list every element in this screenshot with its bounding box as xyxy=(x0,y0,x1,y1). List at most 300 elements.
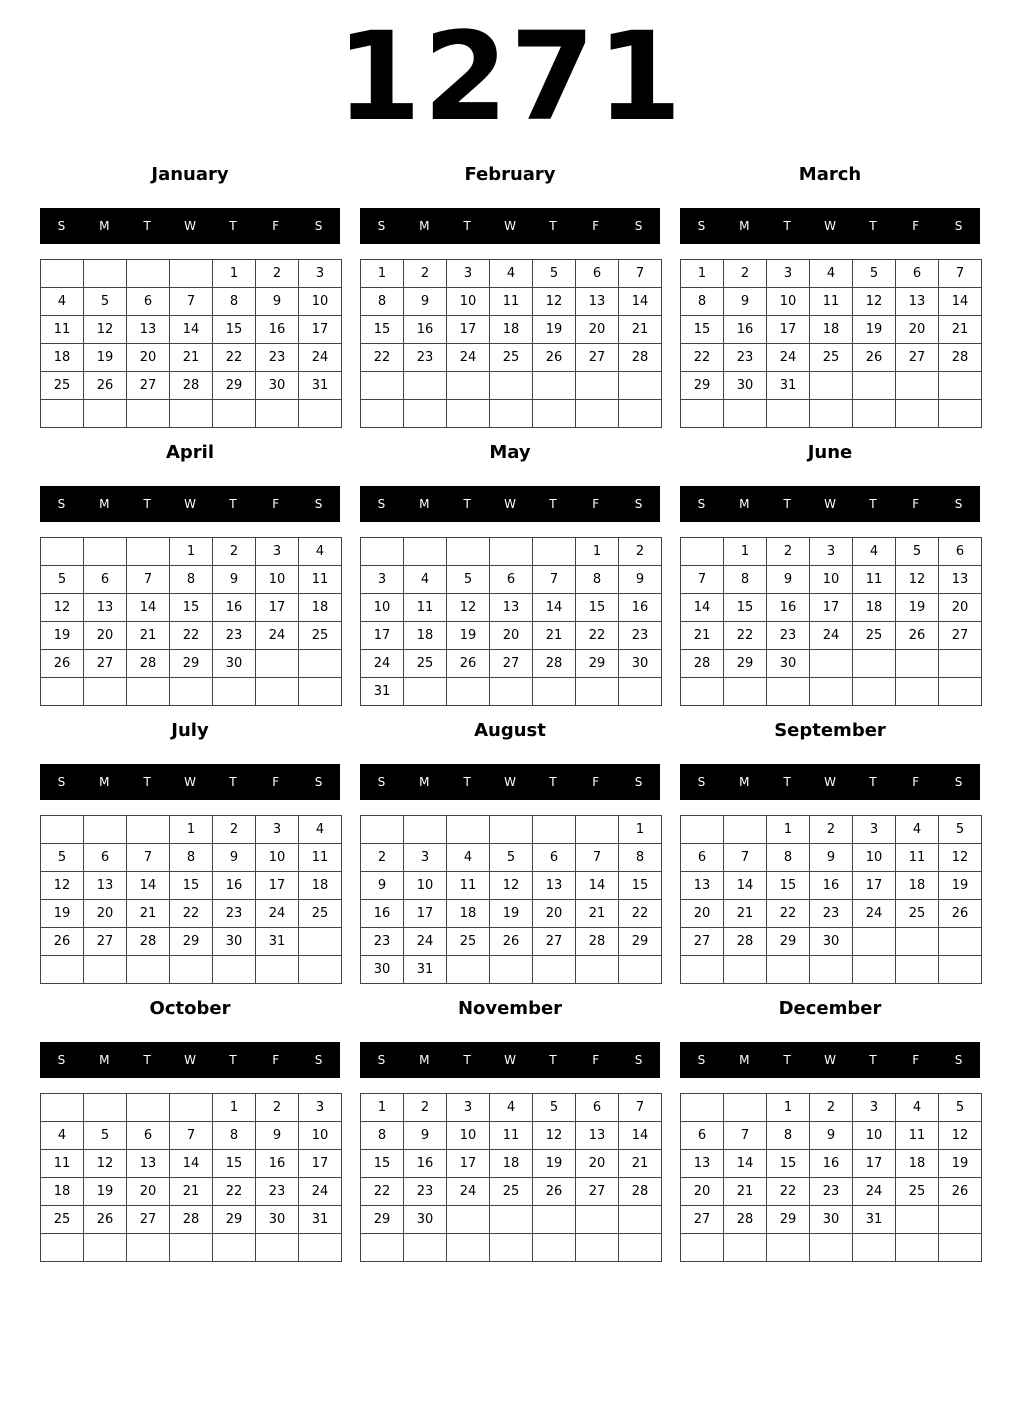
empty-day-cell xyxy=(127,678,170,706)
weekday-label: S xyxy=(697,497,706,511)
day-cell: 2 xyxy=(256,1094,299,1122)
day-cell: 15 xyxy=(213,316,256,344)
day-cell: 4 xyxy=(896,1094,939,1122)
day-cell: 24 xyxy=(810,622,853,650)
day-cell: 22 xyxy=(619,900,662,928)
day-cell: 14 xyxy=(681,594,724,622)
day-cell: 5 xyxy=(533,260,576,288)
weekday-label: M xyxy=(419,497,430,511)
day-cell: 25 xyxy=(299,900,342,928)
day-cell: 30 xyxy=(767,650,810,678)
day-cell: 8 xyxy=(619,844,662,872)
empty-day-cell xyxy=(41,400,84,428)
day-cell: 25 xyxy=(41,1206,84,1234)
empty-day-cell xyxy=(853,400,896,428)
day-grid xyxy=(360,537,662,706)
day-cell: 30 xyxy=(810,928,853,956)
weekday-label: S xyxy=(634,219,643,233)
day-cell: 8 xyxy=(213,288,256,316)
weekday-label: M xyxy=(99,497,110,511)
empty-day-cell xyxy=(896,400,939,428)
day-cell: 13 xyxy=(533,872,576,900)
day-cell: 17 xyxy=(256,872,299,900)
day-cell: 21 xyxy=(724,900,767,928)
weekday-label: T xyxy=(783,219,791,233)
day-cell: 9 xyxy=(767,566,810,594)
week-row xyxy=(41,956,342,984)
weekday-label: T xyxy=(869,1053,877,1067)
weekday-label: T xyxy=(869,775,877,789)
day-grid xyxy=(40,1093,342,1262)
day-cell: 2 xyxy=(404,1094,447,1122)
week-row xyxy=(361,872,662,900)
day-cell: 7 xyxy=(127,566,170,594)
day-cell: 11 xyxy=(41,1150,84,1178)
weekday-label: T xyxy=(783,497,791,511)
day-cell: 29 xyxy=(767,1206,810,1234)
empty-day-cell xyxy=(939,678,982,706)
empty-day-cell xyxy=(299,678,342,706)
day-cell: 13 xyxy=(84,594,127,622)
day-cell: 21 xyxy=(127,900,170,928)
day-cell: 11 xyxy=(490,288,533,316)
day-cell: 12 xyxy=(939,844,982,872)
day-cell: 15 xyxy=(361,1150,404,1178)
day-cell: 10 xyxy=(767,288,810,316)
day-cell: 23 xyxy=(724,344,767,372)
day-cell: 22 xyxy=(213,1178,256,1206)
day-cell: 17 xyxy=(361,622,404,650)
day-cell: 3 xyxy=(767,260,810,288)
week-row xyxy=(41,622,342,650)
weekday-label: T xyxy=(463,775,471,789)
weekday-header xyxy=(40,208,340,244)
empty-day-cell xyxy=(681,1234,724,1262)
weekday-label: T xyxy=(549,219,557,233)
day-cell: 9 xyxy=(404,1122,447,1150)
day-cell: 20 xyxy=(681,900,724,928)
weekday-label: T xyxy=(143,775,151,789)
day-cell: 17 xyxy=(853,872,896,900)
day-cell: 6 xyxy=(84,844,127,872)
day-cell: 26 xyxy=(533,344,576,372)
empty-day-cell xyxy=(361,400,404,428)
day-cell: 1 xyxy=(170,816,213,844)
day-cell: 13 xyxy=(127,1150,170,1178)
week-row xyxy=(361,1178,662,1206)
day-cell: 16 xyxy=(810,872,853,900)
day-cell: 13 xyxy=(490,594,533,622)
day-cell: 9 xyxy=(810,844,853,872)
empty-day-cell xyxy=(490,956,533,984)
weekday-label: F xyxy=(912,1053,920,1067)
empty-day-cell xyxy=(41,1094,84,1122)
day-cell: 10 xyxy=(299,1122,342,1150)
day-cell: 24 xyxy=(767,344,810,372)
empty-day-cell xyxy=(767,678,810,706)
day-cell: 12 xyxy=(939,1122,982,1150)
day-cell: 6 xyxy=(939,538,982,566)
weekday-label: S xyxy=(954,497,963,511)
weekday-label: S xyxy=(377,219,386,233)
day-cell: 9 xyxy=(724,288,767,316)
day-cell: 13 xyxy=(681,1150,724,1178)
day-cell: 11 xyxy=(896,844,939,872)
week-row xyxy=(681,1206,982,1234)
empty-day-cell xyxy=(41,956,84,984)
empty-day-cell xyxy=(404,400,447,428)
empty-day-cell xyxy=(724,816,767,844)
day-cell: 1 xyxy=(361,260,404,288)
week-row xyxy=(681,650,982,678)
weekday-header xyxy=(680,208,980,244)
weekday-label: M xyxy=(739,1053,750,1067)
day-cell: 9 xyxy=(810,1122,853,1150)
day-cell: 10 xyxy=(404,872,447,900)
empty-day-cell xyxy=(299,1234,342,1262)
day-cell: 18 xyxy=(490,316,533,344)
weekday-label: T xyxy=(549,775,557,789)
day-grid xyxy=(40,815,342,984)
week-row xyxy=(681,538,982,566)
week-row xyxy=(681,1122,982,1150)
empty-day-cell xyxy=(84,260,127,288)
empty-day-cell xyxy=(404,538,447,566)
week-row xyxy=(361,928,662,956)
day-cell: 3 xyxy=(810,538,853,566)
empty-day-cell xyxy=(533,956,576,984)
day-cell: 10 xyxy=(299,288,342,316)
day-cell: 27 xyxy=(490,650,533,678)
day-grid xyxy=(680,537,982,706)
empty-day-cell xyxy=(404,372,447,400)
month-name: August xyxy=(474,720,546,741)
week-row xyxy=(361,1206,662,1234)
empty-day-cell xyxy=(896,956,939,984)
day-grid xyxy=(680,1093,982,1262)
weekday-header xyxy=(360,764,660,800)
empty-day-cell xyxy=(767,1234,810,1262)
weekday-label: M xyxy=(99,1053,110,1067)
empty-day-cell xyxy=(361,816,404,844)
day-cell: 20 xyxy=(127,344,170,372)
week-row xyxy=(41,344,342,372)
day-cell: 16 xyxy=(213,872,256,900)
empty-day-cell xyxy=(533,1234,576,1262)
day-cell: 4 xyxy=(896,816,939,844)
month-name: June xyxy=(807,442,853,463)
weekday-label: W xyxy=(824,497,836,511)
day-cell: 29 xyxy=(681,372,724,400)
week-row xyxy=(361,816,662,844)
day-cell: 10 xyxy=(361,594,404,622)
empty-day-cell xyxy=(619,400,662,428)
weekday-label: T xyxy=(143,1053,151,1067)
week-row xyxy=(41,316,342,344)
day-cell: 9 xyxy=(619,566,662,594)
day-cell: 23 xyxy=(404,1178,447,1206)
week-row xyxy=(41,260,342,288)
day-cell: 29 xyxy=(619,928,662,956)
weekday-header xyxy=(40,1042,340,1078)
empty-day-cell xyxy=(84,956,127,984)
empty-day-cell xyxy=(724,1234,767,1262)
day-cell: 13 xyxy=(127,316,170,344)
day-cell: 30 xyxy=(213,650,256,678)
day-cell: 15 xyxy=(213,1150,256,1178)
day-cell: 8 xyxy=(361,288,404,316)
weekday-header xyxy=(360,486,660,522)
day-cell: 8 xyxy=(681,288,724,316)
day-cell: 1 xyxy=(170,538,213,566)
empty-day-cell xyxy=(810,956,853,984)
empty-day-cell xyxy=(896,1234,939,1262)
day-cell: 26 xyxy=(41,650,84,678)
day-cell: 5 xyxy=(490,844,533,872)
day-cell: 14 xyxy=(127,872,170,900)
empty-day-cell xyxy=(127,956,170,984)
day-grid xyxy=(40,537,342,706)
week-row xyxy=(681,622,982,650)
day-cell: 20 xyxy=(490,622,533,650)
weekday-label: S xyxy=(634,1053,643,1067)
day-cell: 10 xyxy=(810,566,853,594)
day-cell: 3 xyxy=(299,1094,342,1122)
week-row xyxy=(41,650,342,678)
day-cell: 18 xyxy=(41,1178,84,1206)
empty-day-cell xyxy=(447,956,490,984)
day-cell: 29 xyxy=(170,650,213,678)
day-cell: 13 xyxy=(896,288,939,316)
weekday-label: W xyxy=(184,497,196,511)
day-cell: 14 xyxy=(724,1150,767,1178)
day-cell: 21 xyxy=(170,344,213,372)
weekday-label: M xyxy=(419,1053,430,1067)
day-cell: 4 xyxy=(299,538,342,566)
empty-day-cell xyxy=(619,1206,662,1234)
week-row xyxy=(361,844,662,872)
day-cell: 29 xyxy=(724,650,767,678)
weekday-label: T xyxy=(549,497,557,511)
day-cell: 23 xyxy=(404,344,447,372)
day-cell: 3 xyxy=(256,816,299,844)
day-cell: 18 xyxy=(299,872,342,900)
weekday-label: T xyxy=(229,497,237,511)
day-grid xyxy=(360,259,662,428)
day-cell: 1 xyxy=(619,816,662,844)
day-cell: 10 xyxy=(256,566,299,594)
day-cell: 18 xyxy=(41,344,84,372)
empty-day-cell xyxy=(490,1234,533,1262)
day-cell: 28 xyxy=(724,1206,767,1234)
month-name: October xyxy=(149,998,231,1019)
day-cell: 25 xyxy=(810,344,853,372)
weekday-label: T xyxy=(869,219,877,233)
day-cell: 6 xyxy=(896,260,939,288)
empty-day-cell xyxy=(84,816,127,844)
day-cell: 28 xyxy=(127,650,170,678)
day-cell: 19 xyxy=(853,316,896,344)
day-cell: 29 xyxy=(213,1206,256,1234)
empty-day-cell xyxy=(681,400,724,428)
weekday-label: S xyxy=(314,1053,323,1067)
day-cell: 15 xyxy=(170,872,213,900)
week-row xyxy=(41,678,342,706)
day-cell: 14 xyxy=(619,288,662,316)
weekday-label: T xyxy=(549,1053,557,1067)
day-cell: 2 xyxy=(213,538,256,566)
day-cell: 6 xyxy=(127,288,170,316)
day-cell: 10 xyxy=(447,288,490,316)
day-cell: 19 xyxy=(533,1150,576,1178)
day-cell: 11 xyxy=(490,1122,533,1150)
weekday-label: F xyxy=(272,1053,280,1067)
week-row xyxy=(681,1178,982,1206)
day-cell: 4 xyxy=(41,288,84,316)
day-cell: 5 xyxy=(84,1122,127,1150)
week-row xyxy=(361,1094,662,1122)
weekday-label: F xyxy=(272,775,280,789)
week-row xyxy=(41,538,342,566)
day-cell: 16 xyxy=(404,316,447,344)
weekday-header xyxy=(360,1042,660,1078)
empty-day-cell xyxy=(896,372,939,400)
day-cell: 12 xyxy=(84,1150,127,1178)
day-cell: 11 xyxy=(41,316,84,344)
day-cell: 23 xyxy=(213,622,256,650)
empty-day-cell xyxy=(619,678,662,706)
day-cell: 27 xyxy=(681,1206,724,1234)
week-row xyxy=(361,372,662,400)
empty-day-cell xyxy=(41,260,84,288)
week-row xyxy=(41,1150,342,1178)
week-row xyxy=(41,1234,342,1262)
empty-day-cell xyxy=(576,678,619,706)
day-cell: 20 xyxy=(84,622,127,650)
day-cell: 17 xyxy=(447,316,490,344)
empty-day-cell xyxy=(896,650,939,678)
day-cell: 6 xyxy=(533,844,576,872)
weekday-label: S xyxy=(954,219,963,233)
week-row xyxy=(361,260,662,288)
weekday-label: M xyxy=(739,775,750,789)
day-cell: 11 xyxy=(299,566,342,594)
day-cell: 16 xyxy=(619,594,662,622)
day-cell: 17 xyxy=(447,1150,490,1178)
day-cell: 28 xyxy=(576,928,619,956)
empty-day-cell xyxy=(299,956,342,984)
day-cell: 23 xyxy=(767,622,810,650)
day-cell: 3 xyxy=(447,1094,490,1122)
day-cell: 27 xyxy=(533,928,576,956)
day-cell: 1 xyxy=(767,816,810,844)
day-cell: 8 xyxy=(767,844,810,872)
day-cell: 23 xyxy=(256,344,299,372)
day-cell: 11 xyxy=(896,1122,939,1150)
weekday-label: T xyxy=(463,497,471,511)
day-cell: 27 xyxy=(84,650,127,678)
weekday-header xyxy=(40,486,340,522)
weekday-label: S xyxy=(954,1053,963,1067)
day-cell: 4 xyxy=(810,260,853,288)
day-cell: 25 xyxy=(896,1178,939,1206)
day-cell: 4 xyxy=(299,816,342,844)
day-cell: 26 xyxy=(84,1206,127,1234)
weekday-label: W xyxy=(504,1053,516,1067)
day-cell: 5 xyxy=(447,566,490,594)
day-cell: 9 xyxy=(404,288,447,316)
day-cell: 9 xyxy=(256,288,299,316)
month-name: January xyxy=(151,164,229,185)
day-cell: 25 xyxy=(853,622,896,650)
day-grid xyxy=(360,815,662,984)
weekday-label: T xyxy=(463,1053,471,1067)
weekday-label: F xyxy=(272,219,280,233)
day-cell: 11 xyxy=(299,844,342,872)
week-row xyxy=(681,678,982,706)
weekday-label: T xyxy=(143,219,151,233)
weekday-header xyxy=(40,764,340,800)
empty-day-cell xyxy=(724,1094,767,1122)
month-name: November xyxy=(457,998,563,1019)
day-cell: 1 xyxy=(724,538,767,566)
day-cell: 24 xyxy=(404,928,447,956)
day-cell: 28 xyxy=(619,344,662,372)
day-cell: 17 xyxy=(404,900,447,928)
empty-day-cell xyxy=(576,400,619,428)
day-cell: 13 xyxy=(576,1122,619,1150)
empty-day-cell xyxy=(404,816,447,844)
day-cell: 18 xyxy=(896,872,939,900)
day-cell: 21 xyxy=(170,1178,213,1206)
day-cell: 25 xyxy=(299,622,342,650)
day-cell: 25 xyxy=(447,928,490,956)
day-cell: 1 xyxy=(213,260,256,288)
week-row xyxy=(681,400,982,428)
day-cell: 13 xyxy=(576,288,619,316)
empty-day-cell xyxy=(170,956,213,984)
day-cell: 20 xyxy=(681,1178,724,1206)
day-cell: 18 xyxy=(447,900,490,928)
empty-day-cell xyxy=(256,400,299,428)
weekday-label: M xyxy=(739,219,750,233)
week-row xyxy=(681,344,982,372)
day-cell: 4 xyxy=(490,1094,533,1122)
day-cell: 5 xyxy=(533,1094,576,1122)
day-cell: 26 xyxy=(490,928,533,956)
empty-day-cell xyxy=(127,1094,170,1122)
week-row xyxy=(361,1122,662,1150)
empty-day-cell xyxy=(490,816,533,844)
week-row xyxy=(41,288,342,316)
weekday-label: T xyxy=(229,1053,237,1067)
empty-day-cell xyxy=(213,1234,256,1262)
week-row xyxy=(361,622,662,650)
empty-day-cell xyxy=(939,928,982,956)
day-cell: 7 xyxy=(170,1122,213,1150)
weekday-label: S xyxy=(634,775,643,789)
week-row xyxy=(361,538,662,566)
weekday-label: S xyxy=(314,497,323,511)
week-row xyxy=(361,1150,662,1178)
day-cell: 19 xyxy=(447,622,490,650)
empty-day-cell xyxy=(256,650,299,678)
day-cell: 13 xyxy=(681,872,724,900)
day-grid xyxy=(360,1093,662,1262)
day-cell: 24 xyxy=(361,650,404,678)
day-cell: 16 xyxy=(256,1150,299,1178)
day-cell: 31 xyxy=(299,1206,342,1234)
